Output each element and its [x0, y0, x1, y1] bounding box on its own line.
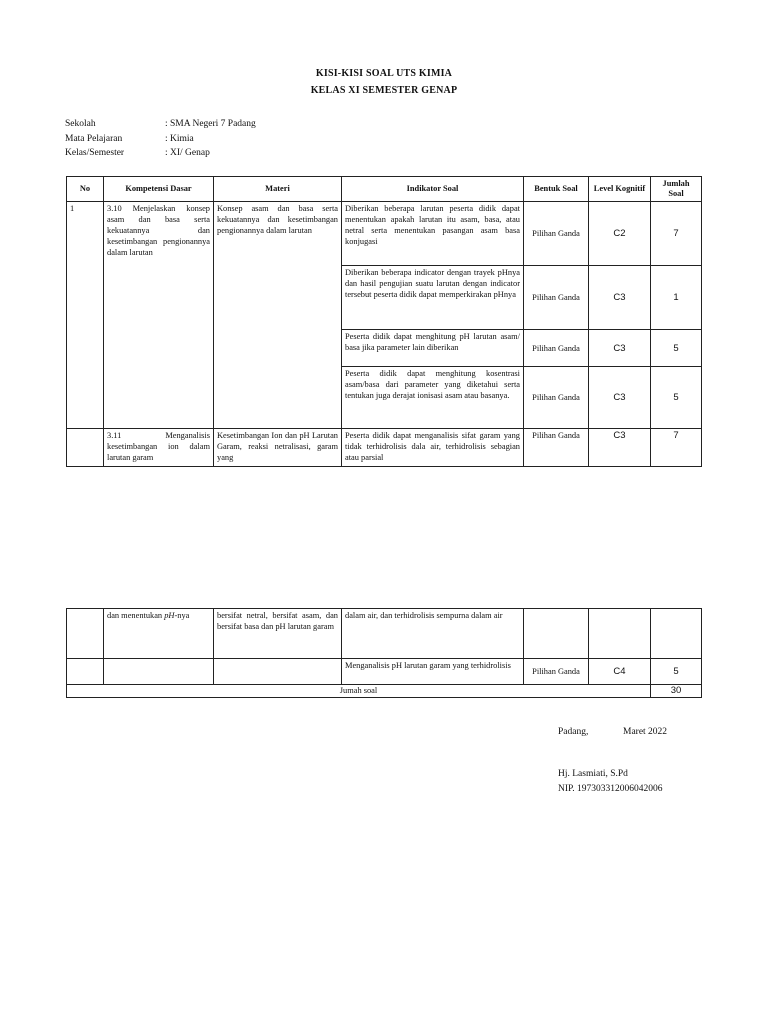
indikator-cell: Peserta didik dapat menghitung pH larutan asam/ basa jika parameter lain diberikan — [342, 330, 524, 367]
kisi-kisi-table-page2 — [66, 608, 702, 698]
jumlah-soal-cell: 5 — [651, 367, 702, 429]
header-level-kognitif: Level Kognitif — [589, 177, 651, 202]
indikator-cell — [342, 429, 524, 467]
info-label: Sekolah — [65, 119, 96, 129]
table-header-row — [67, 177, 702, 202]
header-kompetensi-dasar: Kompetensi Dasar — [104, 177, 214, 202]
total-label: Jumah soal — [67, 685, 651, 698]
jumlah-soal-cell: 5 — [651, 330, 702, 367]
materi-cell: bersifat netral, bersifat asam, dan bersifat basa dan pH larutan garam — [214, 609, 342, 659]
kompetensi-dasar-cell — [104, 429, 214, 467]
header-indikator-soal: Indikator Soal — [342, 177, 524, 202]
signature-date: Maret 2022 — [623, 727, 668, 737]
info-value: : SMA Negeri 7 Padang — [165, 119, 256, 129]
materi-cell-empty — [214, 659, 342, 685]
kd-text-post: -nya — [174, 611, 190, 620]
jumlah-soal-cell: 7 — [651, 202, 702, 266]
signature-place: Padang, — [558, 727, 589, 737]
info-value: : Kimia — [165, 134, 194, 144]
info-value: : XI/ Genap — [165, 148, 210, 158]
bentuk-soal-cell: Pilihan Ganda — [524, 266, 589, 330]
indikator-cell: Diberikan beberapa indicator dengan trayek pHnya dan hasil pengujian suatu larutan dengan indicator tersebut peserta didik dapat memperkirakan pHnya — [342, 266, 524, 330]
table-row — [67, 429, 702, 467]
kompetensi-dasar-text: 3.11 Menganalisis kesetimbangan ion dalam larutan garam — [107, 431, 210, 462]
materi-cell — [214, 429, 342, 467]
kd-text-ph: pH — [164, 611, 175, 620]
row-number-empty — [67, 659, 104, 685]
header-jumlah-soal: Jumlah Soal — [651, 177, 702, 202]
jumlah-soal-cell: 1 — [651, 266, 702, 330]
signature-nip: NIP. 197303312006042006 — [558, 784, 663, 794]
info-row-subject — [65, 134, 194, 144]
bentuk-soal-cell: Pilihan Ganda — [524, 659, 589, 685]
row-number-empty — [67, 429, 104, 467]
indikator-text: Peserta didik dapat menganalisis sifat garam yang tidak terhidrolisis dala air, terhidrolisis sebagian atau parsial — [345, 431, 520, 462]
level-kognitif-cell: C4 — [589, 659, 651, 685]
kompetensi-dasar-cell — [104, 609, 214, 659]
jumlah-soal-cell-empty — [651, 609, 702, 659]
table-row — [67, 659, 702, 685]
header-bentuk-soal: Bentuk Soal — [524, 177, 589, 202]
info-label: Kelas/Semester — [65, 148, 125, 158]
bentuk-soal-cell-empty — [524, 609, 589, 659]
level-kognitif-cell: C3 — [589, 429, 651, 467]
kompetensi-dasar-cell-empty — [104, 659, 214, 685]
info-row-class — [65, 148, 210, 158]
document-title: KISI-KISI SOAL UTS KIMIA — [315, 68, 453, 79]
jumlah-soal-cell: 5 — [651, 659, 702, 685]
level-kognitif-cell: C2 — [589, 202, 651, 266]
level-kognitif-cell: C3 — [589, 266, 651, 330]
table-total-row — [67, 685, 702, 698]
info-row-school — [65, 119, 256, 129]
indikator-cell: Menganalisis pH larutan garam yang terhidrolisis — [342, 659, 524, 685]
indikator-cell: Diberikan beberapa larutan peserta didik dapat menentukan apakah larutan itu asam, basa, atau netral serta menentukan pasangan asam basa konjugasi — [342, 202, 524, 266]
header-materi: Materi — [214, 177, 342, 202]
materi-text: Kesetimbangan Ion dan pH Larutan Garam, reaksi netralisasi, garam yang — [217, 431, 338, 462]
materi-cell: Konsep asam dan basa serta kekuatannya dan kesetimbangan pengionannya dalam larutan — [214, 202, 342, 429]
row-number-empty — [67, 609, 104, 659]
bentuk-soal-cell: Pilihan Ganda — [524, 429, 589, 467]
signature-name: Hj. Lasmiati, S.Pd — [558, 769, 628, 779]
kompetensi-dasar-cell: 3.10 Menjelaskan konsep asam dan basa serta kekuatannya dan kesetimbangan pengionannya dalam larutan — [104, 202, 214, 429]
level-kognitif-cell: C3 — [589, 367, 651, 429]
total-value: 30 — [651, 685, 702, 698]
bentuk-soal-cell: Pilihan Ganda — [524, 202, 589, 266]
bentuk-soal-cell: Pilihan Ganda — [524, 367, 589, 429]
table-row — [67, 202, 702, 266]
kisi-kisi-table-page1 — [66, 176, 702, 467]
table-row — [67, 609, 702, 659]
info-label: Mata Pelajaran — [65, 134, 123, 144]
header-no: No — [67, 177, 104, 202]
document-subtitle: KELAS XI SEMESTER GENAP — [310, 85, 458, 96]
level-kognitif-cell: C3 — [589, 330, 651, 367]
kd-text-pre: dan menentukan — [107, 611, 165, 620]
row-number: 1 — [67, 202, 104, 429]
indikator-cell: dalam air, dan terhidrolisis sempurna dalam air — [342, 609, 524, 659]
level-kognitif-cell-empty — [589, 609, 651, 659]
bentuk-soal-cell: Pilihan Ganda — [524, 330, 589, 367]
jumlah-soal-cell: 7 — [651, 429, 702, 467]
indikator-cell: Peserta didik dapat menghitung kosentrasi asam/basa dari parameter yang diketahui serta tentukan juga derajat ionisasi asam atau basanya. — [342, 367, 524, 429]
